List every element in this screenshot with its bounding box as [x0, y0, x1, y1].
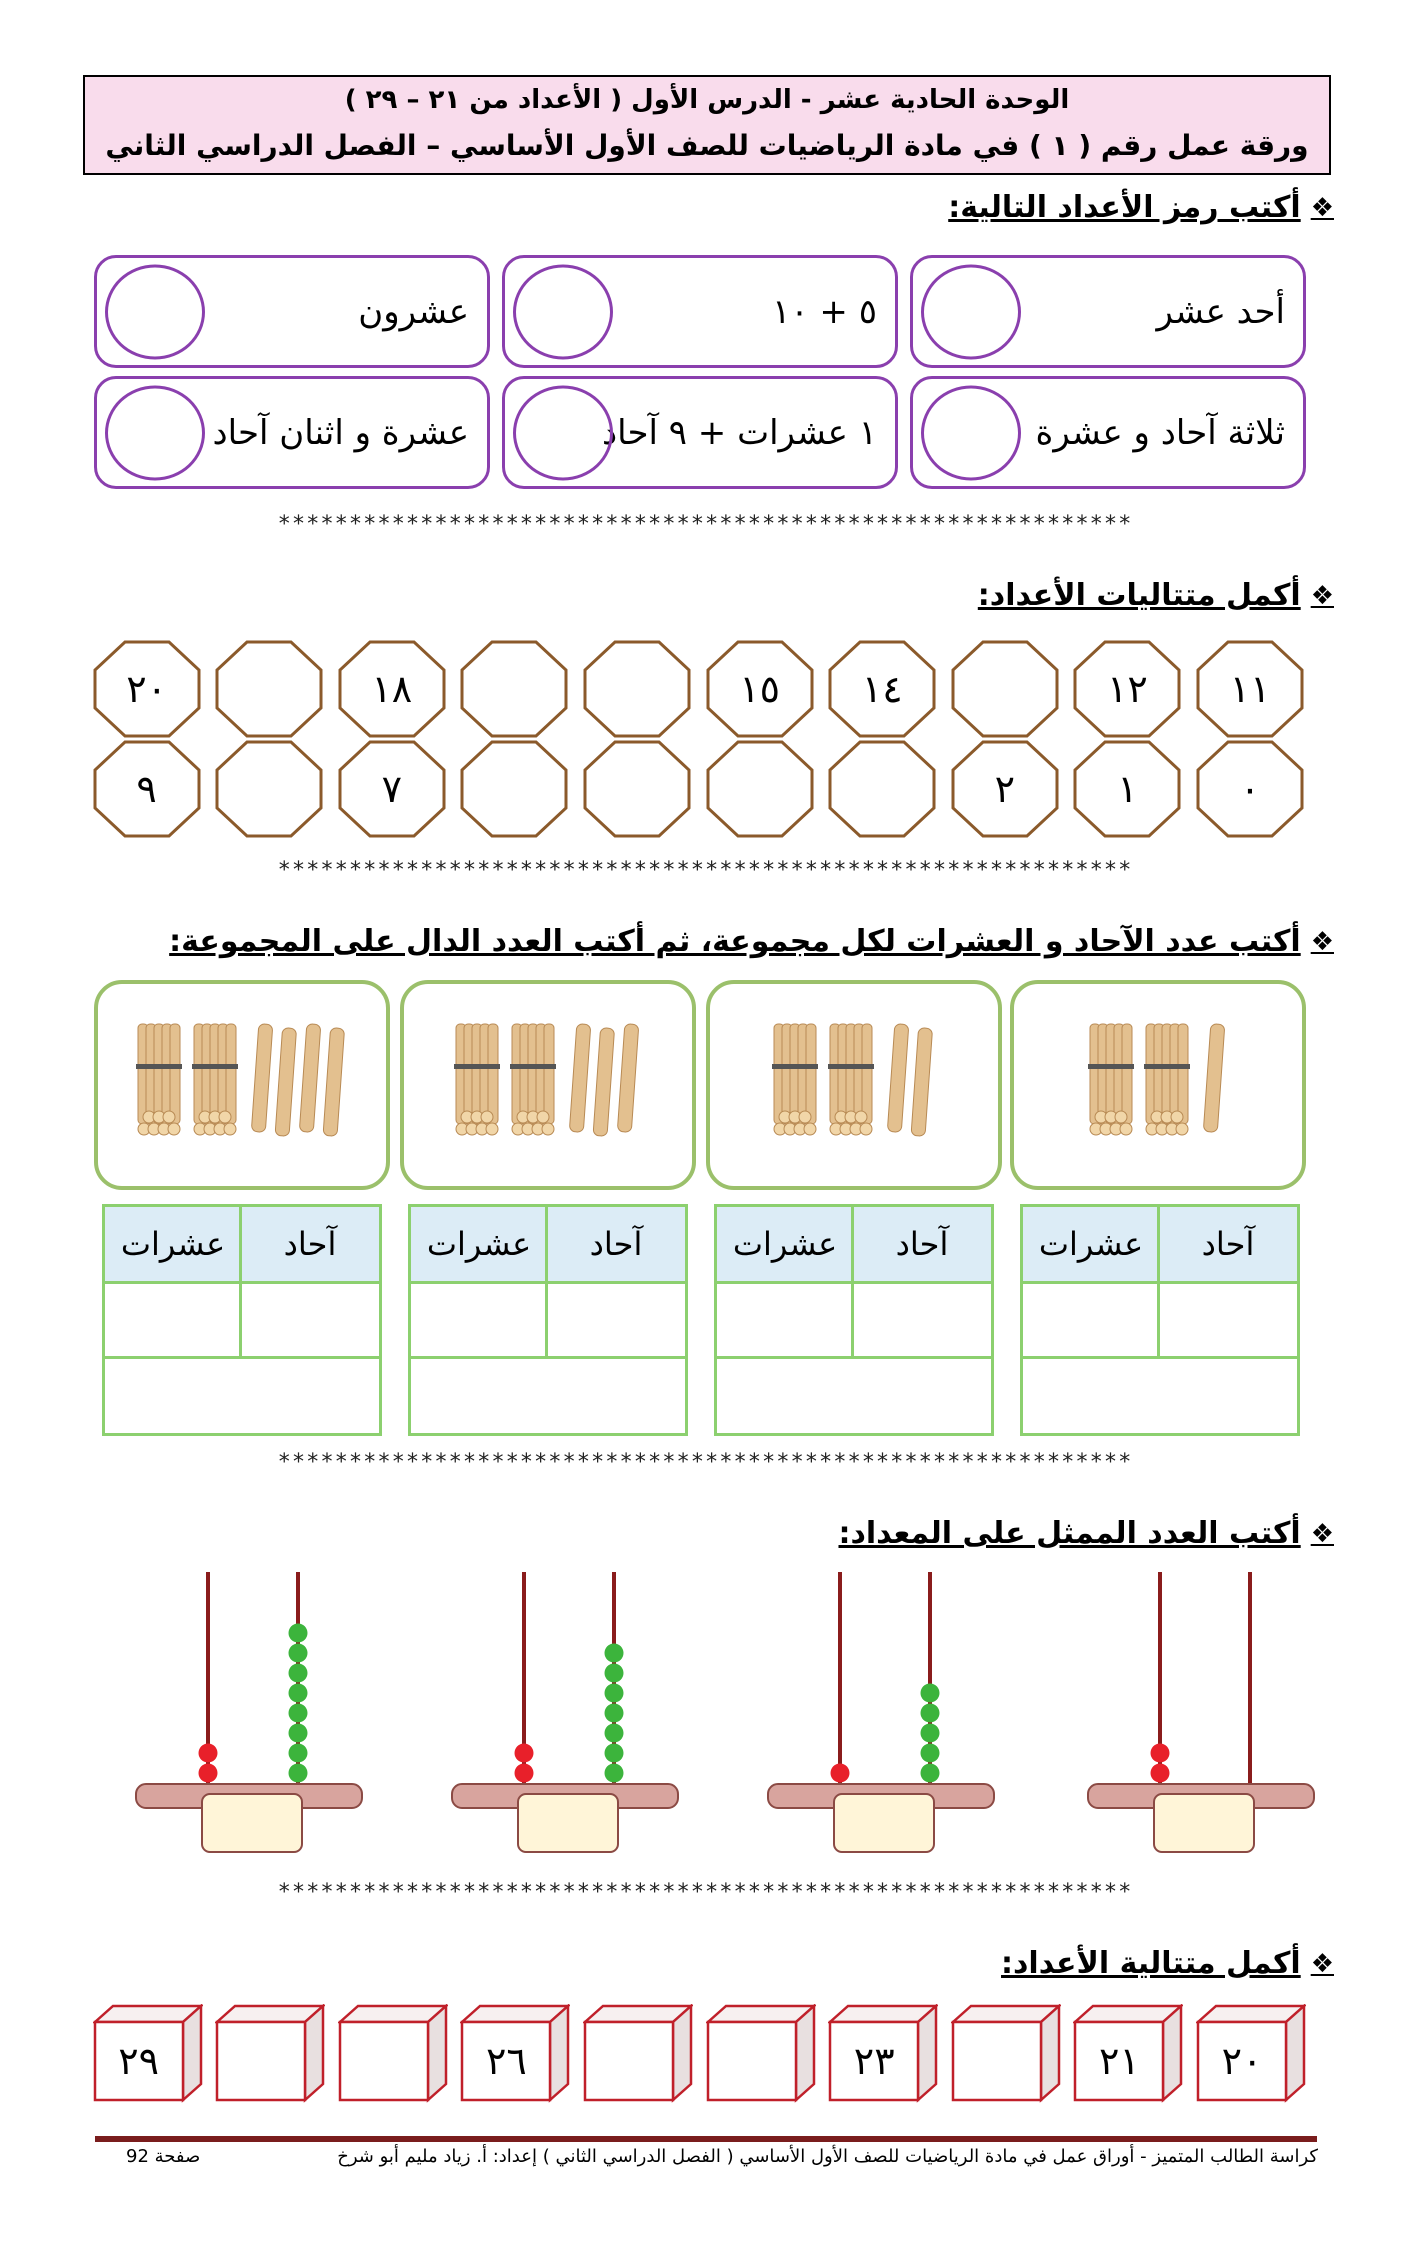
tens-bead: [1151, 1764, 1170, 1783]
bundle-picture-box: [706, 980, 1002, 1190]
card-text: عشرة و اثنان آحاد: [212, 412, 469, 453]
ones-header: آحاد: [895, 1225, 949, 1263]
ones-bead: [289, 1684, 308, 1703]
ones-bead: [921, 1724, 940, 1743]
octagon-number: ١٢: [1106, 667, 1148, 711]
ones-header: آحاد: [589, 1225, 643, 1263]
sequence-octagon: [1073, 640, 1181, 738]
sequence-cube: [1073, 2004, 1183, 2104]
divider-stars: ************************************************************: [277, 1880, 1133, 1905]
tens-bead: [515, 1764, 534, 1783]
card-text: عشرون: [358, 291, 469, 332]
single-stick: [1203, 1024, 1224, 1133]
single-stick: [569, 1024, 590, 1133]
bundle-picture-box: [400, 980, 696, 1190]
octagon-number: ٢: [994, 767, 1016, 811]
sequence-cube: [828, 2004, 938, 2104]
sequence-octagon[interactable]: [951, 640, 1059, 738]
ten-bundle: [192, 1024, 238, 1135]
cube-number: ٢٠: [1221, 2039, 1263, 2083]
section1-title: [948, 190, 1334, 225]
footer-rule: [95, 2136, 1317, 2142]
ten-bundle: [510, 1024, 556, 1135]
section4-title: [838, 1516, 1334, 1551]
section1-title-text: أكتب رمز الأعداد التالية:: [948, 190, 1301, 225]
ten-bundle: [136, 1024, 182, 1135]
ten-bundle: [1088, 1024, 1134, 1135]
section5-title-text: أكمل متتالية الأعداد:: [1001, 1946, 1301, 1981]
section2-title-text: أكمل متتاليات الأعداد:: [977, 578, 1301, 613]
single-stick: [323, 1028, 344, 1137]
sticks-illustration: [404, 984, 692, 1186]
sequence-cube[interactable]: [583, 2004, 693, 2104]
place-value-table: [1020, 1204, 1300, 1436]
sequence-octagon[interactable]: [215, 640, 323, 738]
single-stick: [251, 1024, 272, 1133]
ones-bead: [921, 1764, 940, 1783]
sequence-octagon[interactable]: [583, 640, 691, 738]
octagon-number: ٧: [381, 767, 403, 811]
ones-bead: [605, 1704, 624, 1723]
answer-circle[interactable]: [513, 264, 613, 359]
place-value-table: [714, 1204, 994, 1436]
card-text: ١ عشرات + ٩ آحاد: [601, 412, 877, 453]
ones-bead: [605, 1724, 624, 1743]
ones-bead: [289, 1744, 308, 1763]
sequence-cube[interactable]: [215, 2004, 325, 2104]
tens-bead: [199, 1744, 218, 1763]
ones-header: آحاد: [1201, 1225, 1255, 1263]
ten-bundle: [1144, 1024, 1190, 1135]
tens-header: عشرات: [426, 1225, 532, 1263]
section3-title: [169, 924, 1334, 959]
answer-circle[interactable]: [105, 385, 205, 480]
sequence-octagon[interactable]: [583, 740, 691, 838]
sequence-octagon[interactable]: [460, 640, 568, 738]
abacus: [134, 1572, 364, 1872]
ones-answer-cell[interactable]: [239, 1284, 379, 1356]
sticks-illustration: [98, 984, 386, 1186]
ones-bead: [921, 1704, 940, 1723]
sequence-octagon: [1196, 740, 1304, 838]
cube-number: ٢٩: [118, 2039, 160, 2083]
abacus-answer-box: [834, 1794, 934, 1852]
ones-header: آحاد: [283, 1225, 337, 1263]
bullet-icon: ❖: [1310, 580, 1334, 611]
tens-bead: [1151, 1744, 1170, 1763]
section2-title: [978, 578, 1334, 613]
sequence-octagon[interactable]: [215, 740, 323, 838]
page-number: صفحة 92: [126, 2146, 201, 2167]
section5-title: [1001, 1946, 1334, 1981]
ten-bundle: [454, 1024, 500, 1135]
sequence-octagon: [951, 740, 1059, 838]
footer-text: كراسة الطالب المتميز - أوراق عمل في مادة الرياضيات للصف الأول الأساسي ( الفصل الدراسي الثاني ) إعداد: أ. زياد مليم أبو شرخ: [337, 2146, 1318, 2167]
abacus-answer-box: [1154, 1794, 1254, 1852]
sequence-octagon: [706, 640, 814, 738]
divider-stars: ************************************************************: [277, 512, 1133, 537]
octagon-number: ١١: [1229, 667, 1271, 711]
sequence-cube[interactable]: [951, 2004, 1061, 2104]
octagon-number: [828, 740, 936, 838]
cube-number: [215, 2022, 307, 2100]
octagon-number: [460, 740, 568, 838]
ones-answer-cell[interactable]: [1157, 1284, 1297, 1356]
sequence-octagon: [1196, 640, 1304, 738]
number-word-card: [94, 376, 490, 489]
sequence-cube[interactable]: [338, 2004, 448, 2104]
bundle-picture-box: [94, 980, 390, 1190]
answer-circle[interactable]: [105, 264, 205, 359]
octagon-number: [215, 640, 323, 738]
worksheet-header: [83, 75, 1331, 175]
divider-stars: ************************************************************: [277, 858, 1133, 883]
sequence-octagon: [828, 640, 936, 738]
cube-number: [338, 2022, 430, 2100]
cube-number: [706, 2022, 798, 2100]
divider-stars: ************************************************************: [277, 1450, 1133, 1475]
abacus: [450, 1572, 680, 1872]
tens-header: عشرات: [732, 1225, 838, 1263]
octagon-number: ١٥: [739, 667, 781, 711]
ones-bead: [289, 1664, 308, 1683]
answer-circle[interactable]: [921, 264, 1021, 359]
tens-answer-cell[interactable]: [717, 1284, 851, 1356]
single-stick: [617, 1024, 638, 1133]
sequence-octagon: [338, 640, 446, 738]
number-answer-cell[interactable]: [1023, 1359, 1297, 1435]
place-value-table: [408, 1204, 688, 1436]
answer-circle[interactable]: [513, 385, 613, 480]
octagon-number: [583, 740, 691, 838]
number-answer-cell[interactable]: [105, 1359, 379, 1435]
bullet-icon: ❖: [1310, 1518, 1334, 1549]
card-text: ثلاثة آحاد و عشرة: [1035, 412, 1285, 453]
tens-header: عشرات: [120, 1225, 226, 1263]
sequence-cube: [1196, 2004, 1306, 2104]
answer-circle[interactable]: [921, 385, 1021, 480]
ones-bead: [605, 1764, 624, 1783]
number-answer-cell[interactable]: [411, 1359, 685, 1435]
ones-bead: [289, 1644, 308, 1663]
octagon-number: ١: [1117, 767, 1138, 811]
header-line-1: الوحدة الحادية عشر - الدرس الأول ( الأعداد من ٢١ – ٢٩ ): [344, 85, 1070, 115]
octagon-number: ١٤: [861, 667, 903, 711]
abacus: [766, 1572, 996, 1872]
cube-number: ٢٦: [485, 2039, 527, 2083]
ones-bead: [605, 1644, 624, 1663]
ones-bead: [289, 1624, 308, 1643]
octagon-number: ١٨: [371, 667, 413, 711]
sequence-cube: [460, 2004, 570, 2104]
cube-number: [583, 2022, 675, 2100]
tens-bead: [199, 1764, 218, 1783]
number-word-card: [94, 255, 490, 368]
place-value-table: [102, 1204, 382, 1436]
tens-answer-cell[interactable]: [411, 1284, 545, 1356]
number-word-card: [910, 376, 1306, 489]
cube-number: ٢١: [1098, 2039, 1140, 2083]
number-word-card: [910, 255, 1306, 368]
ones-bead: [605, 1744, 624, 1763]
tens-header: عشرات: [1038, 1225, 1144, 1263]
sticks-illustration: [1014, 984, 1302, 1186]
bullet-icon: ❖: [1310, 192, 1334, 223]
section3-title-text: أكتب عدد الآحاد و العشرات لكل مجموعة، ثم أكتب العدد الدال على المجموعة:: [169, 924, 1301, 959]
ones-bead: [921, 1744, 940, 1763]
number-word-card: [502, 376, 898, 489]
sequence-octagon: [93, 740, 201, 838]
ones-bead: [289, 1724, 308, 1743]
tens-bead: [831, 1764, 850, 1783]
tens-bead: [515, 1744, 534, 1763]
sequence-octagon[interactable]: [706, 740, 814, 838]
card-text: ٥ + ١٠: [772, 291, 877, 332]
cube-number: ٢٣: [853, 2039, 895, 2083]
cube-number: [951, 2022, 1043, 2100]
bundle-picture-box: [1010, 980, 1306, 1190]
single-stick: [275, 1028, 296, 1137]
card-text: أحد عشر: [1156, 291, 1285, 332]
tens-answer-cell[interactable]: [105, 1284, 239, 1356]
abacus: [1086, 1572, 1316, 1872]
header-line-2: ورقة عمل رقم ( ١ ) في مادة الرياضيات للصف الأول الأساسي – الفصل الدراسي الثاني: [105, 129, 1309, 162]
octagon-number: [951, 640, 1059, 738]
octagon-number: [583, 640, 691, 738]
sequence-octagon[interactable]: [460, 740, 568, 838]
number-word-card: [502, 255, 898, 368]
abacus-answer-box: [518, 1794, 618, 1852]
sequence-cube: [93, 2004, 203, 2104]
ones-answer-cell[interactable]: [851, 1284, 991, 1356]
bullet-icon: ❖: [1310, 926, 1334, 957]
single-stick: [593, 1028, 614, 1137]
tens-answer-cell[interactable]: [1023, 1284, 1157, 1356]
sequence-octagon: [338, 740, 446, 838]
ones-bead: [921, 1684, 940, 1703]
sequence-cube[interactable]: [706, 2004, 816, 2104]
octagon-number: [706, 740, 814, 838]
bullet-icon: ❖: [1310, 1948, 1334, 1979]
single-stick: [299, 1024, 320, 1133]
ones-bead: [289, 1704, 308, 1723]
section4-title-text: أكتب العدد الممثل على المعداد:: [838, 1516, 1301, 1551]
single-stick: [887, 1024, 908, 1133]
abacus-answer-box: [202, 1794, 302, 1852]
ones-answer-cell[interactable]: [545, 1284, 685, 1356]
sequence-octagon: [1073, 740, 1181, 838]
octagon-number: [215, 740, 323, 838]
ones-bead: [605, 1684, 624, 1703]
sequence-octagon[interactable]: [828, 740, 936, 838]
ones-bead: [605, 1664, 624, 1683]
ten-bundle: [772, 1024, 818, 1135]
ten-bundle: [828, 1024, 874, 1135]
octagon-number: ٩: [136, 767, 157, 811]
octagon-number: [460, 640, 568, 738]
sticks-illustration: [710, 984, 998, 1186]
octagon-number: ٢٠: [126, 667, 168, 711]
number-answer-cell[interactable]: [717, 1359, 991, 1435]
sequence-octagon: [93, 640, 201, 738]
octagon-number: ٠: [1239, 767, 1261, 811]
ones-bead: [289, 1764, 308, 1783]
single-stick: [911, 1028, 932, 1137]
